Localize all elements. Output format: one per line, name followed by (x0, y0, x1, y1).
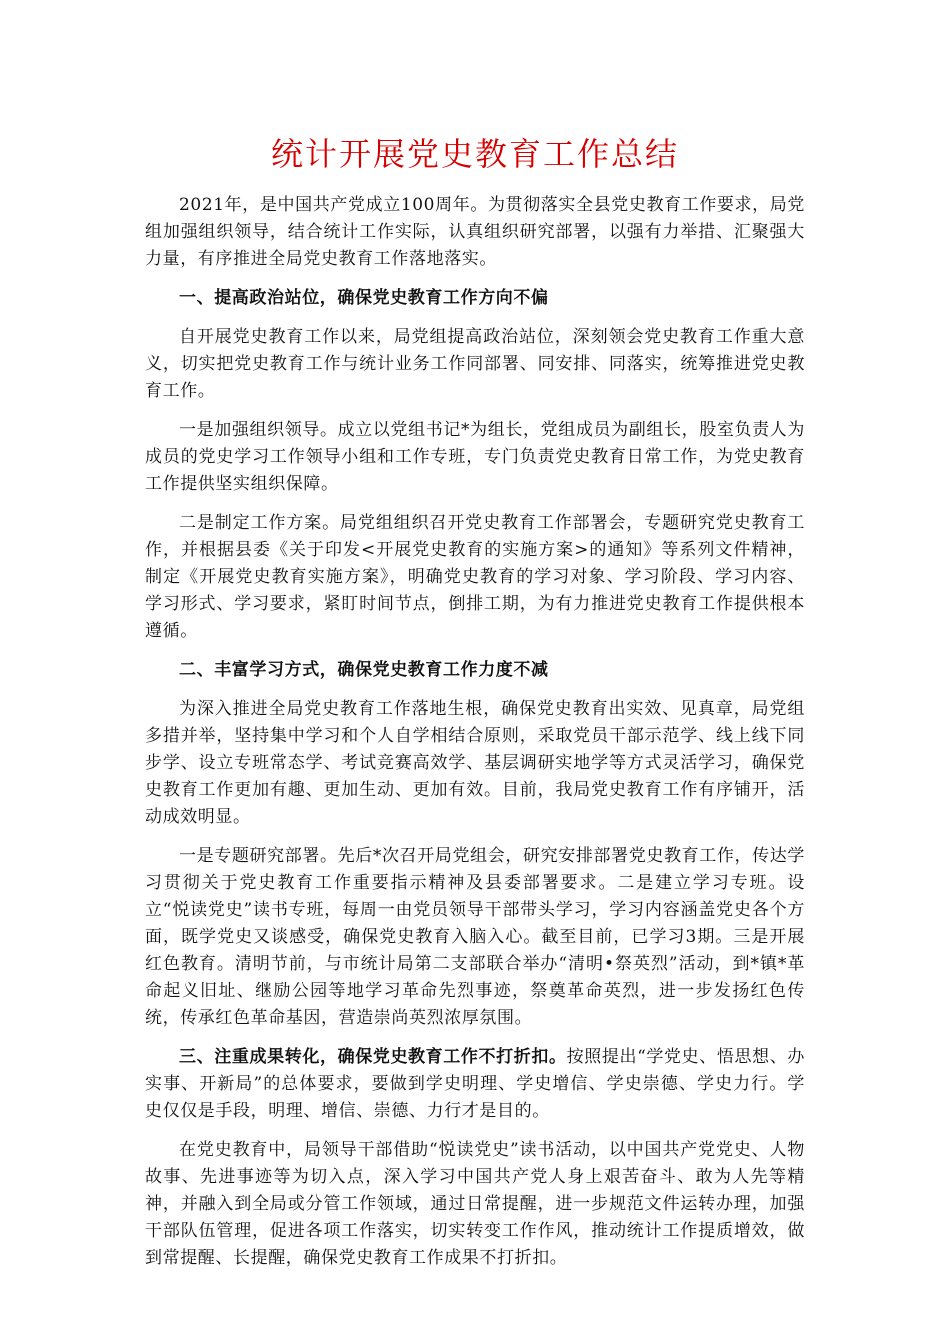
section-1-paragraph-2: 一是加强组织领导。成立以党组书记*为组长，党组成员为副组长，股室负责人为成员的党史学习工作领导小组和工作专班，专门负责党史教育日常工作，为党史教育工作提供坚实组织保障。 (145, 420, 805, 494)
section-1-paragraph-1: 自开展党史教育工作以来，局党组提高政治站位，深刻领会党史教育工作重大意义，切实把党史教育工作与统计业务工作同部署、同安排、同落实，统筹推进党史教育工作。 (145, 327, 805, 401)
document-title: 统计开展党史教育工作总结 (270, 135, 679, 173)
section-1-heading: 一、提高政治站位，确保党史教育工作方向不偏 (179, 288, 549, 308)
section-3-intro-paragraph (145, 1044, 805, 1125)
section-2-paragraph-2: 一是专题研究部署。先后*次召开局党组会，研究安排部署党史教育工作，传达学习贯彻关于党史教育工作重要指示精神及县委部署要求。二是建立学习专班。设立“悦读党史”读书专班，每周一由党员领导干部带头学习，学习内容涵盖党史各个方面，既学党史又谈感受，确保党史教育入脑入心。截至目前，已学习3期。三是开展红色教育。清明节前，与市统计局第二支部联合举办“清明•祭英烈”活动，到*镇*革命起义旧址、继励公园等地学习革命先烈事迹，祭奠革命英烈，进一步发扬红色传统，传承红色革命基因，营造崇尚英烈浓厚氛围。 (145, 846, 805, 1028)
section-3-heading: 三、注重成果转化，确保党史教育工作不打折扣。 (179, 1047, 567, 1067)
section-2-heading: 二、丰富学习方式，确保党史教育工作力度不减 (179, 660, 549, 680)
document-page (145, 130, 805, 1284)
intro-paragraph: 2021年，是中国共产党成立100周年。为贯彻落实全县党史教育工作要求，局党组加强组织领导，结合统计工作实际，认真组织研究部署，以强有力举措、汇聚强大力量，有序推进全局党史教育工作落地落实。 (145, 195, 805, 269)
section-2-paragraph-1: 为深入推进全局党史教育工作落地生根，确保党史教育出实效、见真章，局党组多措并举，坚持集中学习和个人自学相结合原则，采取党员干部示范学、线上线下同步学、设立专班常态学、考试竞赛高效学、基层调研实地学等方式灵活学习，确保党史教育工作更加有趣、更加生动、更加有效。目前，我局党史教育工作有序铺开，活动成效明显。 (145, 699, 805, 827)
section-3-heading-tail: 按照提出“学党史、悟思想、办实事、开新局”的总体要求，要做到学史明理、学史增信、学史崇德、学史力行。学史仅仅是手段，明理、增信、崇德、力行才是目的。 (145, 1047, 805, 1121)
section-3-paragraph-1: 在党史教育中，局领导干部借助“悦读党史”读书活动，以中国共产党党史、人物故事、先进事迹等为切入点，深入学习中国共产党人身上艰苦奋斗、敢为人先等精神，并融入到全局或分管工作领域，通过日常提醒，进一步规范文件运转办理，加强干部队伍管理，促进各项工作落实，切实转变工作作风，推动统计工作提质增效，做到常提醒、长提醒，确保党史教育工作成果不打折扣。 (145, 1140, 805, 1268)
section-1-paragraph-3: 二是制定工作方案。局党组组织召开党史教育工作部署会，专题研究党史教育工作，并根据县委《关于印发<开展党史教育的实施方案>的通知》等系列文件精神，制定《开展党史教育实施方案》，明确党史教育的学习对象、学习阶段、学习内容、学习形式、学习要求，紧盯时间节点，倒排工期，为有力推进党史教育工作提供根本遵循。 (145, 513, 805, 641)
